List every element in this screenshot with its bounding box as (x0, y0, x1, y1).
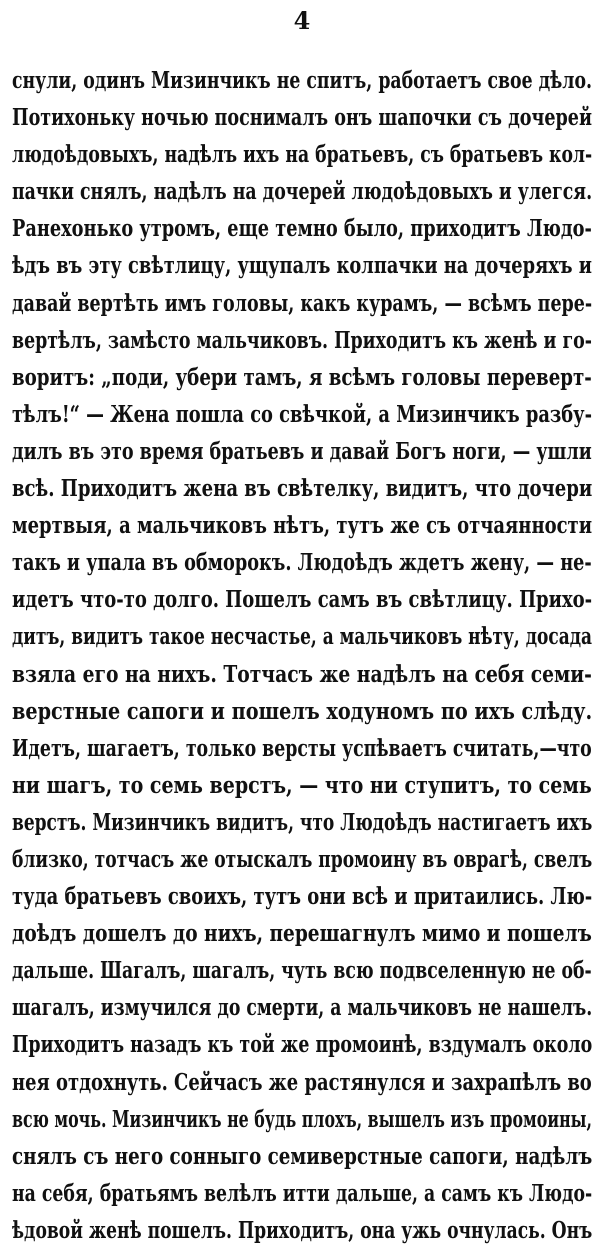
text-line: Потихоньку ночью поснималъ онъ шапочки съ дочерей (12, 104, 592, 132)
text-line: пачки снялъ, надѣлъ на дочерей людоѣдовыхъ и улегся. (12, 178, 593, 206)
text-line: снялъ съ него сонныго семиверстные сапоги, надѣлъ (12, 1142, 593, 1170)
text-line: туда братьевъ своихъ, тутъ они всѣ и притаились. Лю- (12, 883, 593, 911)
text-line: Приходитъ назадъ къ той же промоинѣ, вздумалъ около (12, 1031, 593, 1059)
text-line: людоѣдовыхъ, надѣлъ ихъ на братьевъ, съ братьевъ кол- (12, 141, 593, 169)
text-line: дитъ, видитъ такое несчастье, а мальчиковъ нѣту, досада (12, 623, 592, 651)
text-line: вертѣлъ, замѣсто мальчиковъ. Приходитъ къ женѣ и го- (12, 326, 592, 354)
text-line: близко, тотчасъ же отыскалъ промоину въ оврагѣ, свелъ (12, 845, 593, 873)
text-line: Идетъ, шагаетъ, только версты успѣваетъ считать,—что (12, 734, 592, 762)
text-line: дилъ въ это время братьевъ и давай Богъ ноги, — ушли (12, 437, 592, 465)
text-line: ѣдовой женѣ пошелъ. Приходитъ, она ужь очнулась. Онъ (12, 1216, 593, 1244)
text-line: идетъ что-то долго. Пошелъ самъ въ свѣтлицу. Прихо- (12, 586, 593, 614)
text-line: всю мочь. Мизинчикъ не будь плохъ, вышелъ изъ промоины, (12, 1105, 593, 1133)
text-line: верстные сапоги и пошелъ ходуномъ по ихъ слѣду. (12, 697, 593, 725)
text-line: Ранехонько утромъ, еще темно было, приходитъ Людо- (12, 215, 592, 243)
text-line: шагалъ, измучился до смерти, а мальчиковъ не нашелъ. (12, 994, 593, 1022)
text-line: ѣдъ въ эту свѣтлицу, ущупалъ колпачки на дочеряхъ и (12, 252, 592, 280)
text-line: всѣ. Приходитъ жена въ свѣтелку, видитъ, что дочери (12, 475, 593, 503)
text-line: дальше. Шагалъ, шагалъ, чуть всю подвселенную не об- (12, 957, 592, 985)
text-line: ни шагъ, то семь верстъ, — что ни ступитъ, то семь (12, 771, 592, 799)
text-line: такъ и упала въ обморокъ. Людоѣдъ ждетъ жену, — не- (12, 549, 592, 577)
page-number: 4 (293, 6, 311, 35)
text-line: нея отдохнуть. Сейчасъ же растянулся и захрапѣлъ во (12, 1068, 592, 1096)
text-line: воритъ: „поди, убери тамъ, я всѣмъ головы переверт- (12, 363, 592, 391)
text-line: на себя, братьямъ велѣлъ итти дальше, а самъ къ Людо- (12, 1179, 593, 1207)
text-line: мертвыя, а мальчиковъ нѣтъ, тутъ же съ отчаянности (12, 512, 593, 540)
text-line: тѣлъ!“ — Жена пошла со свѣчкой, а Мизинчикъ разбу- (12, 400, 592, 428)
text-line: доѣдъ дошелъ до нихъ, перешагнулъ мимо и пошелъ (12, 920, 592, 948)
text-line: снули, одинъ Мизинчикъ не спитъ, работаетъ свое дѣло. (12, 67, 592, 94)
text-line: взяла его на нихъ. Тотчасъ же надѣлъ на себя семи- (12, 660, 592, 688)
text-line: верстъ. Мизинчикъ видитъ, что Людоѣдъ настигаетъ ихъ (12, 808, 593, 836)
text-line: давай вертѣть имъ головы, какъ курамъ, — всѣмъ пере- (12, 289, 593, 317)
body-text (12, 62, 592, 1249)
